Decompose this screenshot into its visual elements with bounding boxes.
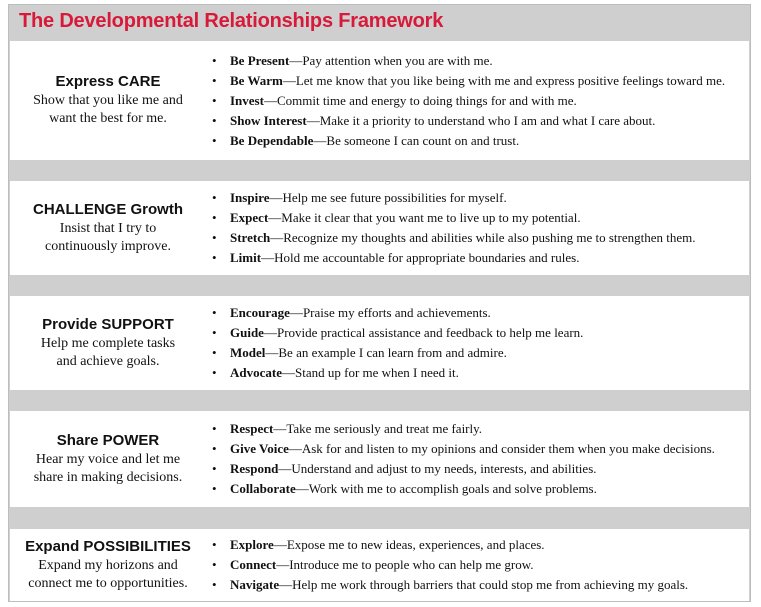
action-description: —Praise my efforts and achievements. (289, 305, 491, 320)
bullet-icon: • (212, 305, 217, 320)
bullet-icon: • (212, 250, 217, 265)
section-heading: Express CARE (55, 73, 161, 90)
bullet-icon: • (212, 441, 217, 456)
section-description-line: Help me complete tasks (40, 335, 176, 351)
bullet-icon: • (212, 72, 217, 88)
section-label (10, 529, 206, 601)
bullet-icon: • (212, 421, 217, 436)
action-term: Limit (230, 250, 262, 265)
page-title: The Developmental Relationships Framework (19, 10, 444, 32)
bullet-icon: • (212, 557, 217, 572)
action-description: —Stand up for me when I need it. (282, 365, 459, 380)
action-list (208, 296, 745, 390)
section-express-care (10, 41, 749, 160)
section-label (10, 296, 206, 390)
section-description-line: share in making decisions. (33, 469, 183, 485)
list-item (208, 228, 745, 248)
list-item (208, 323, 745, 343)
section-expand-possibilities (10, 529, 749, 601)
action-description: —Make it clear that you want me to live up to my potential. (268, 210, 581, 225)
action-description: —Let me know that you like being with me and express positive feelings toward me. (282, 72, 726, 88)
action-description: —Hold me accountable for appropriate boundaries and rules. (261, 250, 580, 265)
bullet-icon: • (212, 345, 217, 360)
section-description-line: Insist that I try to (59, 220, 157, 236)
section-description-line: connect me to opportunities. (28, 575, 188, 591)
section-label (10, 411, 206, 507)
section-label (10, 41, 206, 160)
list-item (208, 303, 745, 323)
action-term: Be Present (230, 52, 290, 68)
list-item (208, 479, 745, 499)
section-challenge-growth (10, 181, 749, 275)
action-term: Explore (230, 537, 274, 552)
action-description: —Work with me to accomplish goals and solve problems. (295, 481, 597, 496)
bullet-icon: • (212, 52, 217, 68)
bullet-icon: • (212, 481, 217, 496)
list-item (208, 363, 745, 383)
section-description-line: and achieve goals. (56, 353, 160, 369)
action-term: Respect (230, 421, 274, 436)
section-provide-support (10, 296, 749, 390)
action-list (208, 529, 745, 601)
action-list (208, 181, 745, 275)
action-list (208, 41, 745, 160)
action-term: Navigate (230, 577, 280, 592)
action-term: Connect (230, 557, 277, 572)
action-term: Invest (230, 92, 264, 108)
action-term: Give Voice (230, 441, 289, 456)
section-description-line: Expand my horizons and (38, 557, 178, 573)
list-item (208, 51, 745, 71)
action-description: —Provide practical assistance and feedback to help me learn. (263, 325, 584, 340)
list-item (208, 555, 745, 575)
action-term: Stretch (230, 230, 271, 245)
list-item (208, 131, 745, 151)
section-label (10, 181, 206, 275)
section-heading: Share POWER (56, 431, 160, 449)
section-heading: CHALLENGE Growth (33, 200, 183, 218)
list-item (208, 91, 745, 111)
list-item (208, 111, 745, 131)
action-description: —Help me see future possibilities for myself. (269, 190, 507, 205)
section-description-line: Hear my voice and let me (35, 451, 181, 467)
bullet-icon: • (212, 325, 217, 340)
bullet-icon: • (212, 537, 217, 552)
action-description: —Introduce me to people who can help me grow. (276, 557, 534, 572)
section-description-line: Show that you like me and (33, 93, 183, 108)
list-item (208, 575, 745, 595)
action-description: —Pay attention when you are with me. (289, 52, 493, 68)
action-term: Respond (230, 461, 279, 476)
action-term: Guide (230, 325, 264, 340)
action-description: —Commit time and energy to doing things for and with me. (263, 92, 577, 108)
list-item (208, 535, 745, 555)
bullet-icon: • (212, 112, 217, 128)
action-description: —Take me seriously and treat me fairly. (273, 421, 483, 436)
list-item (208, 439, 745, 459)
bullet-icon: • (212, 210, 217, 225)
bullet-icon: • (212, 132, 217, 148)
action-term: Expect (230, 210, 269, 225)
section-heading: Expand POSSIBILITIES (25, 537, 191, 555)
list-item (208, 208, 745, 228)
action-term: Be Dependable (230, 132, 314, 148)
section-description-line: want the best for me. (49, 111, 167, 126)
action-description: —Recognize my thoughts and abilities while also pushing me to strengthen them. (270, 230, 696, 245)
action-description: —Be an example I can learn from and admire. (265, 345, 507, 360)
action-description: —Be someone I can count on and trust. (313, 132, 520, 148)
bullet-icon: • (212, 365, 217, 380)
action-term: Inspire (230, 190, 270, 205)
bullet-icon: • (212, 92, 217, 108)
bullet-icon: • (212, 577, 217, 592)
action-term: Collaborate (230, 481, 296, 496)
action-description: —Make it a priority to understand who I am and what I care about. (306, 112, 656, 128)
action-description: —Help me work through barriers that could stop me from achieving my goals. (279, 577, 689, 592)
list-item (208, 343, 745, 363)
action-term: Advocate (230, 365, 282, 380)
bullet-icon: • (212, 461, 217, 476)
section-description-line: continuously improve. (45, 238, 171, 254)
list-item (208, 71, 745, 91)
action-term: Encourage (230, 305, 290, 320)
action-list (208, 411, 745, 507)
action-description: —Understand and adjust to my needs, interests, and abilities. (278, 461, 597, 476)
list-item (208, 248, 745, 268)
list-item (208, 419, 745, 439)
section-share-power (10, 411, 749, 507)
list-item (208, 188, 745, 208)
framework-frame (8, 4, 751, 602)
list-item (208, 459, 745, 479)
action-term: Show Interest (230, 112, 307, 128)
action-term: Model (230, 345, 266, 360)
bullet-icon: • (212, 190, 217, 205)
action-description: —Expose me to new ideas, experiences, and places. (273, 537, 545, 552)
section-heading: Provide SUPPORT (42, 315, 174, 333)
action-term: Be Warm (230, 72, 283, 88)
bullet-icon: • (212, 230, 217, 245)
action-description: —Ask for and listen to my opinions and consider them when you make decisions. (288, 441, 715, 456)
